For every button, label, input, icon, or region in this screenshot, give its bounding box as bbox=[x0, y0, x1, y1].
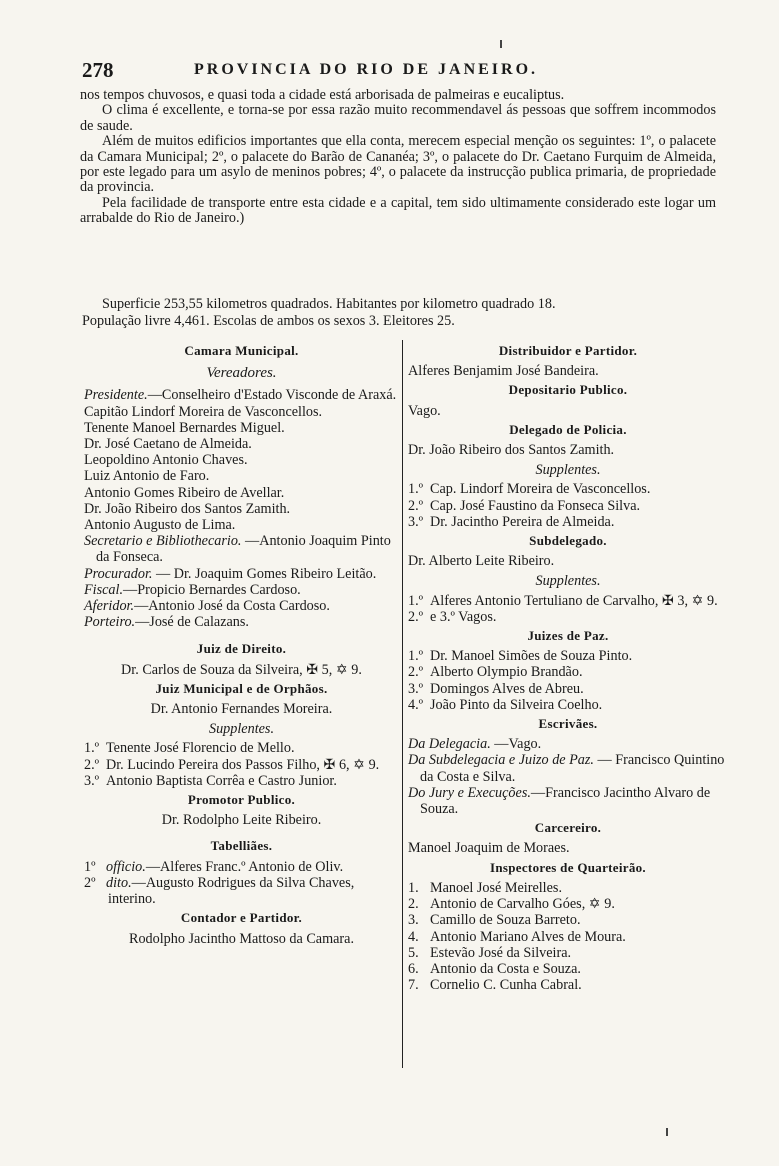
list-item: Rodolpho Jacintho Mattoso da Camara. bbox=[129, 930, 354, 947]
list-item: Fiscal.—Propicio Bernardes Cardoso. bbox=[84, 581, 301, 598]
section-heading: Carcereiro. bbox=[534, 820, 602, 836]
list-item: Presidente.—Conselheiro d'Estado Visconde de Araxá. bbox=[84, 387, 397, 404]
list-item: Dr. Alberto Leite Ribeiro. bbox=[408, 553, 555, 570]
intro-text bbox=[80, 88, 716, 227]
section-heading: Inspectores de Quarteirão. bbox=[490, 859, 646, 875]
section-heading: Delegado de Policia. bbox=[509, 421, 627, 437]
list-item: 6. Antonio da Costa e Souza. bbox=[408, 960, 581, 977]
list-item: 4.º João Pinto da Silveira Coelho. bbox=[408, 696, 603, 713]
list-item: Leopoldino Antonio Chaves. bbox=[84, 452, 248, 469]
list-item: 3.º Dr. Jacintho Pereira de Almeida. bbox=[408, 513, 615, 530]
intro-paragraph: nos tempos chuvosos, e quasi toda a cidade está arborisada de palmeiras e eucaliptus. bbox=[80, 87, 565, 103]
list-item: Aferidor.—Antonio José da Costa Cardoso. bbox=[84, 598, 330, 615]
list-item: 1.º Alferes Antonio Tertuliano de Carvalho, ✠ 3, ✡ 9. bbox=[408, 592, 718, 609]
section-heading: Camara Municipal. bbox=[184, 343, 299, 358]
list-item: Do Jury e Execuções.—Francisco Jacintho Alvaro de Souza. bbox=[408, 784, 711, 818]
section-heading: Promotor Publico. bbox=[187, 792, 296, 808]
list-item: Procurador. — Dr. Joaquim Gomes Ribeiro Leitão. bbox=[84, 565, 377, 582]
section-subheading: Vereadores. bbox=[206, 365, 277, 382]
list-item: Manoel Joaquim de Moraes. bbox=[408, 840, 570, 857]
list-item: Antonio Augusto de Lima. bbox=[84, 517, 236, 534]
list-item: 2.º Cap. José Faustino da Fonseca Silva. bbox=[408, 497, 641, 514]
list-item: 2.º Alberto Olympio Brandão. bbox=[408, 664, 583, 681]
list-item: Porteiro.—José de Calazans. bbox=[84, 614, 249, 631]
list-item: Dr. João Ribeiro dos Santos Zamith. bbox=[84, 500, 291, 517]
list-item: Alferes Benjamim José Bandeira. bbox=[408, 363, 599, 380]
list-item: 1. Manoel José Meirelles. bbox=[408, 879, 562, 896]
list-item: 3. Camillo de Souza Barreto. bbox=[408, 912, 581, 929]
list-item: 3.º Domingos Alves de Abreu. bbox=[408, 680, 584, 697]
list-item: 3.º Antonio Baptista Corrêa e Castro Junior. bbox=[84, 772, 337, 789]
stats-line: População livre 4,461. Escolas de ambos os sexos 3. Eleitores 25. bbox=[82, 313, 455, 329]
list-item: Da Subdelegacia e Juizo de Paz. — Francisco Quintino da Costa e Silva. bbox=[408, 752, 725, 785]
statistics bbox=[82, 296, 716, 330]
print-mark bbox=[666, 1128, 668, 1136]
list-item: Antonio Gomes Ribeiro de Avellar. bbox=[84, 484, 285, 501]
page-header bbox=[82, 58, 722, 84]
list-item: 2.º e 3.º Vagos. bbox=[408, 608, 497, 625]
section-heading: Tabelliães. bbox=[210, 838, 273, 854]
list-item: Dr. João Ribeiro dos Santos Zamith. bbox=[408, 442, 615, 459]
list-item: Dr. Rodolpho Leite Ribeiro. bbox=[161, 812, 322, 829]
intro-paragraph: Além de muitos edificios importantes que ella conta, merecem especial menção os seguintes: 1º, o palacete da Camara Municipal; 2º, o palacete do Barão de Cananéa; 3º, o palacete do Dr. Caetano Furquim de Almeida, por este legado para um asylo de meninos pobres; 4º, o palacete da instrucção publica primaria, de propriedade da provincia. bbox=[80, 133, 716, 196]
list-item: Secretario e Bibliothecario. —Antonio Joaquim Pinto da Fonseca. bbox=[84, 533, 391, 566]
right-column bbox=[408, 340, 728, 993]
list-item: 1º officio.—Alferes Franc.º Antonio de Oliv. bbox=[84, 858, 344, 875]
list-item: Dr. Carlos de Souza da Silveira, ✠ 5, ✡ 9. bbox=[121, 661, 362, 678]
stats-line: Superficie 253,55 kilometros quadrados. Habitantes por kilometro quadrado 18. bbox=[102, 296, 556, 312]
list-item: 2. Antonio de Carvalho Góes, ✡ 9. bbox=[408, 896, 615, 913]
left-column bbox=[84, 340, 399, 950]
column-divider bbox=[402, 340, 403, 1068]
list-item: Luiz Antonio de Faro. bbox=[84, 468, 210, 485]
section-subheading: Supplentes. bbox=[535, 462, 601, 479]
list-item: Da Delegacia. —Vago. bbox=[408, 736, 542, 753]
list-item: 5. Estevão José da Silveira. bbox=[408, 944, 572, 961]
list-item: Dr. Antonio Fernandes Moreira. bbox=[150, 701, 333, 718]
print-mark bbox=[500, 40, 502, 48]
section-heading: Juiz Municipal e de Orphãos. bbox=[155, 680, 328, 696]
intro-paragraph: Pela facilidade de transporte entre esta cidade e a capital, tem sido ultimamente considerado este logar um arrabalde do Rio de Janeiro.) bbox=[80, 194, 716, 227]
list-item: 7. Cornelio C. Cunha Cabral. bbox=[408, 977, 582, 994]
page-number: 278 bbox=[82, 58, 114, 82]
section-subheading: Supplentes. bbox=[535, 573, 601, 590]
list-item: Vago. bbox=[408, 402, 441, 419]
intro-paragraph: O clima é excellente, e torna-se por essa razão muito recommendavel ás pessoas que soffrem incommodos de saude. bbox=[80, 102, 716, 134]
list-item: Dr. José Caetano de Almeida. bbox=[84, 436, 252, 453]
section-heading: Escrivães. bbox=[538, 716, 598, 732]
section-heading: Juizes de Paz. bbox=[527, 628, 609, 644]
section-heading: Subdelegado. bbox=[529, 533, 607, 549]
list-item: 2º dito.—Augusto Rodrigues da Silva Chaves, interino. bbox=[84, 874, 355, 908]
list-item: 1.º Cap. Lindorf Moreira de Vasconcellos. bbox=[408, 481, 651, 498]
section-subheading: Supplentes. bbox=[208, 721, 274, 738]
page-title: PROVINCIA DO RIO DE JANEIRO. bbox=[194, 61, 539, 78]
section-heading: Contador e Partidor. bbox=[180, 910, 303, 926]
list-item: 4. Antonio Mariano Alves de Moura. bbox=[408, 928, 626, 945]
list-item: Capitão Lindorf Moreira de Vasconcellos. bbox=[84, 403, 323, 420]
section-heading: Distribuidor e Partidor. bbox=[498, 343, 638, 358]
list-item: 1.º Dr. Manoel Simões de Souza Pinto. bbox=[408, 648, 633, 665]
section-heading: Juiz de Direito. bbox=[196, 641, 287, 657]
section-heading: Depositario Publico. bbox=[508, 382, 628, 398]
list-item: 1.º Tenente José Florencio de Mello. bbox=[84, 740, 295, 757]
list-item: 2.º Dr. Lucindo Pereira dos Passos Filho, ✠ 6, ✡ 9. bbox=[84, 756, 380, 773]
list-item: Tenente Manoel Bernardes Miguel. bbox=[84, 419, 285, 436]
